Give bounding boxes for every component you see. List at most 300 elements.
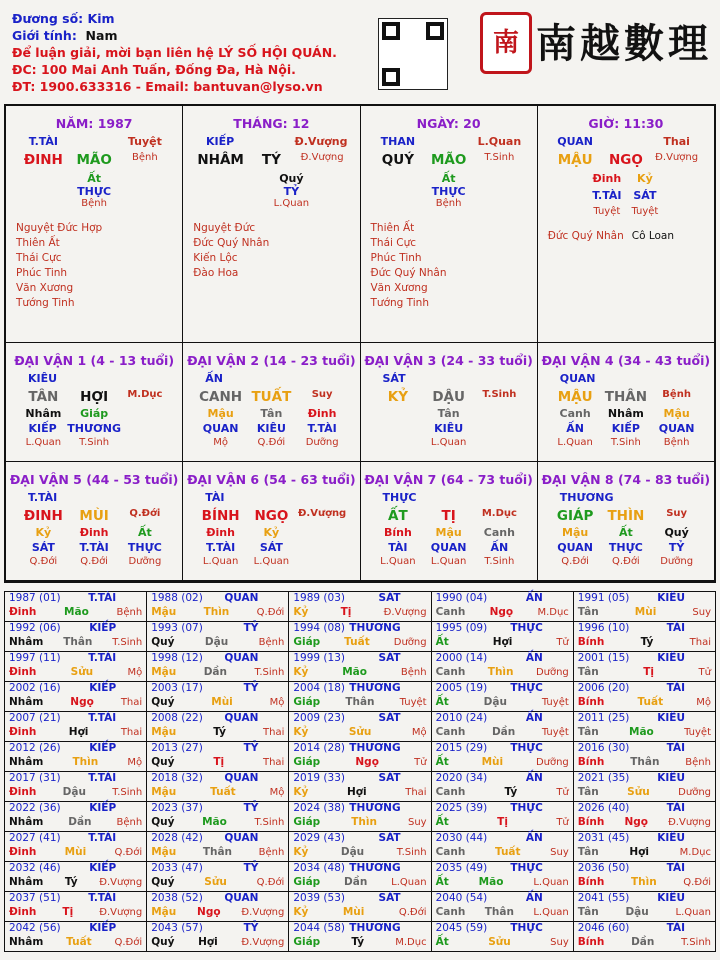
spacer: [121, 422, 170, 435]
year-cell[interactable]: [5, 622, 147, 652]
year-cell-bottom: [293, 635, 426, 650]
year-cell-top: [578, 742, 711, 755]
heavenly-stem: MẬU: [557, 152, 593, 168]
year-label: 2000 (14): [435, 652, 488, 664]
phase: L.Quan: [25, 437, 62, 448]
phase: T.Sinh: [610, 437, 641, 448]
year-label: 2025 (39): [435, 802, 488, 814]
year-cell[interactable]: [431, 922, 573, 952]
hidden-god: ẤN: [566, 422, 584, 435]
year-cell-bottom: [293, 785, 426, 800]
pillar-main: [538, 152, 714, 168]
heavenly-stem: Ất: [435, 756, 449, 768]
year-cell-top: [293, 652, 426, 665]
year-cell[interactable]: [289, 832, 431, 862]
year-cell[interactable]: [289, 922, 431, 952]
year-label: 2002 (16): [9, 682, 61, 694]
year-cell[interactable]: [289, 682, 431, 712]
heavenly-stem: ĐINH: [23, 508, 63, 524]
year-cell[interactable]: [5, 772, 147, 802]
year-cell[interactable]: [5, 922, 147, 952]
year-cell[interactable]: [431, 772, 573, 802]
earthly-branch: Ngọ: [355, 756, 379, 768]
year-cell-bottom: [578, 635, 711, 650]
heavenly-stem: Kỷ: [293, 906, 309, 918]
year-cell[interactable]: [289, 652, 431, 682]
heavenly-stem: Ất: [435, 876, 449, 888]
year-cell-top: [151, 652, 284, 665]
heavenly-stem: Kỷ: [293, 786, 309, 798]
earthly-branch: Thìn: [630, 876, 657, 888]
phase: T.Sinh: [112, 637, 143, 648]
year-label: 2026 (40): [577, 802, 630, 814]
hidden-stem: Kỷ: [35, 526, 52, 539]
heavenly-stem: Tân: [577, 786, 599, 798]
ten-god: THƯƠNG: [349, 622, 401, 634]
earthly-branch: Sửu: [70, 666, 94, 678]
spacer: [373, 422, 424, 435]
hidden-god: T.TÀI: [307, 422, 337, 435]
shen-sha: Thiên Ất: [16, 237, 60, 249]
hidden-gods: [538, 422, 714, 435]
year-cell[interactable]: [147, 922, 289, 952]
year-cell[interactable]: [147, 802, 289, 832]
year-cell-bottom: [293, 605, 426, 620]
phase: Thai: [120, 727, 143, 738]
pillar-3: [538, 106, 714, 343]
year-cell[interactable]: [431, 622, 573, 652]
hidden-stem: Đinh: [79, 526, 109, 539]
year-label: 1999 (13): [293, 652, 345, 664]
year-label: 2004 (18): [293, 682, 345, 694]
hidden-stems: [361, 407, 537, 420]
year-cell[interactable]: [289, 712, 431, 742]
heavenly-stem: Bính: [577, 936, 605, 948]
ten-god: KIẾP: [89, 862, 117, 874]
year-cell[interactable]: [147, 592, 289, 622]
earthly-branch: Tý: [213, 726, 226, 738]
ten-god: TÀI: [205, 491, 225, 504]
year-cell-bottom: [9, 755, 142, 770]
year-label: 2040 (54): [435, 892, 488, 904]
year-cell-top: [293, 742, 426, 755]
year-cell[interactable]: [289, 592, 431, 622]
year-cell-bottom: [436, 695, 569, 710]
ten-god: TÀI: [666, 622, 685, 634]
hidden-stem: Quý: [664, 526, 689, 539]
ten-god: TỶ: [243, 682, 259, 694]
year-cell[interactable]: [573, 682, 715, 712]
hidden-god: KIẾP: [28, 422, 57, 435]
year-cell[interactable]: [5, 742, 147, 772]
year-cell[interactable]: [5, 862, 147, 892]
shen-sha: Văn Xương: [370, 282, 428, 294]
heavenly-stem: Giáp: [293, 936, 321, 948]
phase: Bệnh: [258, 847, 285, 858]
year-cell-bottom: [151, 845, 284, 860]
shen-sha: Đào Hoa: [193, 267, 239, 279]
year-label: 2037 (51): [9, 892, 61, 904]
ten-god: THAN: [380, 135, 416, 148]
earthly-branch: Tý: [64, 876, 78, 888]
phase: T.Sinh: [484, 152, 515, 163]
year-cell-bottom: [436, 905, 569, 920]
spacer: [474, 422, 525, 435]
spacer: [664, 189, 702, 202]
ten-god: THƯƠNG: [349, 922, 401, 934]
year-cell[interactable]: [147, 892, 289, 922]
year-cell[interactable]: [5, 892, 147, 922]
phase: Bệnh: [81, 198, 107, 209]
phase: Thai: [689, 637, 711, 648]
phase: Q.Đới: [683, 877, 711, 888]
ten-god: TỶ: [243, 622, 259, 634]
shen-sha: Cô Loan: [631, 230, 675, 242]
year-cell[interactable]: [5, 832, 147, 862]
earthly-branch: Mão: [202, 816, 227, 828]
ten-god: ẤN: [525, 712, 543, 724]
pillar-top: [361, 135, 537, 148]
heavenly-stem: Quý: [151, 876, 175, 888]
ten-god: QUAN: [559, 372, 596, 385]
hidden-gods: [361, 541, 537, 554]
hidden-god: KIÊU: [256, 422, 286, 435]
phase: L.Quan: [202, 556, 239, 567]
year-cell[interactable]: [147, 862, 289, 892]
earthly-branch: Tuất: [494, 846, 521, 858]
ten-god: THỰC: [510, 682, 543, 694]
hidden-stems: [6, 526, 182, 539]
year-cell-top: [436, 682, 569, 695]
heavenly-stem: Tân: [577, 606, 599, 618]
hidden-stem: Quý: [279, 172, 304, 185]
phase: Tuyệt: [541, 697, 569, 708]
ten-god: TÀI: [666, 862, 685, 874]
year-label: 1990 (04): [435, 592, 488, 604]
shen-sha: Phúc Tinh: [16, 267, 68, 279]
daivan-title: ĐẠI VẬN 1 (4 - 13 tuổi): [14, 353, 175, 368]
ten-god: KIÊU: [28, 372, 58, 385]
earthly-branch: Mão: [629, 726, 654, 738]
daivan-title: ĐẠI VẬN 6 (54 - 63 tuổi): [187, 472, 356, 487]
phase: L.Quan: [675, 907, 711, 918]
phase: Tuyệt: [593, 206, 621, 217]
hidden-stems: [6, 407, 182, 420]
phase: Bệnh: [435, 198, 462, 209]
heavenly-stem: Canh: [435, 786, 466, 798]
year-cell[interactable]: [5, 592, 147, 622]
phase: L.Quan: [430, 556, 467, 567]
daivan-2: [183, 343, 360, 462]
pillar-2: [361, 106, 538, 343]
year-label: 1997 (11): [9, 652, 61, 664]
ten-god: THỰC: [510, 622, 543, 634]
earthly-branch: Tị: [213, 756, 225, 768]
year-cell-bottom: [293, 665, 426, 680]
year-row: [5, 922, 716, 952]
year-cell-top: [436, 922, 569, 935]
daivan-1: [6, 343, 183, 462]
year-row: [5, 622, 716, 652]
earthly-branch: Tị: [340, 606, 352, 618]
year-cell[interactable]: [573, 592, 715, 622]
heavenly-stem: Quý: [151, 636, 175, 648]
spacer: [423, 135, 474, 148]
phase: Dưỡng: [535, 667, 569, 678]
year-cell[interactable]: [289, 772, 431, 802]
ten-god: THƯƠNG: [349, 802, 401, 814]
daivan-title: ĐẠI VẬN 7 (64 - 73 tuổi): [364, 472, 533, 487]
daivan-title: ĐẠI VẬN 4 (34 - 43 tuổi): [541, 353, 711, 368]
shen-sha-list: [183, 221, 359, 281]
year-cell[interactable]: [431, 682, 573, 712]
ten-god: T.TÀI: [88, 712, 117, 724]
year-cell[interactable]: [147, 622, 289, 652]
phase: Tuyệt: [127, 135, 162, 148]
hidden-god: THỰC: [608, 541, 643, 554]
shen-sha: Kiến Lộc: [193, 252, 238, 264]
heavenly-stem: Nhâm: [9, 876, 44, 888]
year-cell[interactable]: [573, 892, 715, 922]
ten-god: ẤN: [525, 892, 543, 904]
year-cell[interactable]: [147, 652, 289, 682]
phase: Đ.Vượng: [99, 877, 143, 888]
year-cell[interactable]: [289, 802, 431, 832]
year-cell[interactable]: [573, 622, 715, 652]
seal-logo: 南: [480, 12, 532, 74]
year-cell-bottom: [578, 845, 711, 860]
phase: L.Quan: [391, 877, 427, 888]
year-label: 2022 (36): [9, 802, 61, 814]
year-cell[interactable]: [289, 622, 431, 652]
earthly-branch: Sửu: [627, 786, 650, 798]
year-cell-bottom: [293, 935, 426, 950]
pillar-1: [183, 106, 360, 343]
year-cell-top: [578, 682, 711, 695]
earthly-branch: Ngọ: [624, 816, 648, 828]
phase: Bệnh: [258, 637, 285, 648]
year-cell[interactable]: [573, 772, 715, 802]
phase: M.Dục: [127, 389, 163, 400]
year-cell-bottom: [151, 695, 284, 710]
year-cell[interactable]: [573, 922, 715, 952]
shen-sha: Văn Xương: [16, 282, 74, 294]
daivan-7: [361, 462, 538, 581]
year-cell[interactable]: [573, 802, 715, 832]
ten-god: ẤN: [205, 372, 223, 385]
year-cell[interactable]: [431, 862, 573, 892]
year-cell[interactable]: [289, 862, 431, 892]
earthly-branch: Thìn: [351, 816, 377, 828]
heavenly-stem: Bính: [577, 696, 605, 708]
year-label: 2036 (50): [577, 862, 630, 874]
hidden-phases: [361, 437, 537, 448]
year-cell[interactable]: [147, 772, 289, 802]
hidden-stem: Kỷ: [637, 172, 653, 185]
spacer: [120, 437, 171, 448]
ten-god: THỰC: [510, 862, 543, 874]
year-label: 2006 (20): [577, 682, 630, 694]
phase: M.Dục: [537, 607, 569, 618]
heavenly-stem: Kỷ: [293, 606, 309, 618]
year-cell[interactable]: [431, 592, 573, 622]
phase: Mộ: [127, 667, 143, 678]
hidden-phases: [6, 556, 182, 567]
year-cell-bottom: [151, 605, 284, 620]
earthly-branch: Ngọ: [197, 906, 221, 918]
daivan-5: [6, 462, 183, 581]
year-cell-bottom: [151, 785, 284, 800]
phase: Q.Đới: [398, 907, 427, 918]
phase: L.Quan: [533, 907, 569, 918]
year-cell[interactable]: [573, 832, 715, 862]
hidden-phases: [6, 437, 182, 448]
heavenly-stem: Tân: [577, 906, 599, 918]
year-cell-top: [293, 622, 426, 635]
year-cell-top: [9, 592, 142, 605]
ten-god: SÁT: [378, 892, 401, 904]
hidden-phases: [183, 437, 359, 448]
year-cell[interactable]: [431, 802, 573, 832]
phase: L.Quan: [380, 556, 416, 567]
pillar-top: [183, 135, 359, 148]
ten-god: KIÊU: [657, 832, 685, 844]
phone-line: ĐT: 1900.633316 - Email: bantuvan@lyso.vn: [12, 79, 323, 94]
ten-god: KIÊU: [657, 892, 685, 904]
ten-god: QUAN: [224, 712, 259, 724]
phase: T.Sinh: [681, 937, 711, 948]
heavenly-stem: Giáp: [293, 876, 321, 888]
phase: Dưỡng: [660, 556, 694, 567]
earthly-branch: Dậu: [340, 846, 365, 858]
year-cell-top: [151, 922, 284, 935]
year-cell[interactable]: [573, 652, 715, 682]
year-label: 2028 (42): [151, 832, 203, 844]
year-label: 2001 (15): [577, 652, 630, 664]
year-cell-top: [151, 832, 284, 845]
year-cell-top: [151, 592, 284, 605]
year-cell[interactable]: [431, 712, 573, 742]
year-label: 1987 (01): [9, 592, 61, 604]
year-cell-top: [151, 892, 284, 905]
hidden-stems: [538, 526, 714, 539]
year-label: 2010 (24): [435, 712, 488, 724]
year-cell[interactable]: [431, 742, 573, 772]
year-cell-bottom: [9, 935, 142, 950]
daivan-title: ĐẠI VẬN 3 (24 - 33 tuổi): [364, 353, 533, 368]
hidden-stem: Mậu: [435, 526, 462, 539]
ten-god: THƯƠNG: [349, 682, 401, 694]
year-cell[interactable]: [5, 712, 147, 742]
year-cell[interactable]: [5, 652, 147, 682]
spacer: [550, 172, 588, 185]
shen-sha: Phúc Tinh: [370, 252, 422, 264]
year-cell-top: [436, 592, 569, 605]
earthly-branch: Tuất: [344, 636, 370, 648]
heavenly-stem: Mậu: [151, 606, 177, 618]
pillar-row: [6, 106, 714, 343]
year-cell[interactable]: [147, 742, 289, 772]
year-cell[interactable]: [5, 802, 147, 832]
ten-god: KIẾP: [205, 135, 235, 148]
year-label: 2019 (33): [293, 772, 345, 784]
heavenly-stem: Đinh: [9, 786, 37, 798]
earthly-branch: Thân: [63, 636, 93, 648]
pillar-main: [183, 152, 359, 168]
year-cell[interactable]: [289, 892, 431, 922]
year-cell[interactable]: [431, 652, 573, 682]
year-cell[interactable]: [147, 712, 289, 742]
year-table: [4, 591, 716, 952]
year-cell-top: [9, 772, 142, 785]
year-cell[interactable]: [289, 742, 431, 772]
contact-line: Để luận giải, mời bạn liên hệ LÝ SỐ HỘI QUÁN.: [12, 45, 337, 60]
heavenly-stem: Giáp: [293, 756, 321, 768]
heavenly-stem: QUÝ: [381, 152, 414, 168]
year-cell-top: [151, 772, 284, 785]
heavenly-stem: Mậu: [151, 726, 177, 738]
year-label: 2031 (45): [577, 832, 630, 844]
ten-god: T.TÀI: [88, 772, 117, 784]
phase: Đ.Vượng: [383, 607, 427, 618]
phase: Tuyệt: [631, 206, 659, 217]
year-cell-top: [436, 772, 569, 785]
year-cell[interactable]: [5, 682, 147, 712]
qr-code-icon[interactable]: [378, 18, 448, 90]
spacer: [373, 437, 424, 448]
year-cell[interactable]: [147, 682, 289, 712]
phase: Suy: [550, 847, 569, 858]
heavenly-stem: Canh: [435, 606, 466, 618]
year-cell[interactable]: [573, 712, 715, 742]
daivan-4: [538, 343, 714, 462]
year-cell-bottom: [293, 755, 426, 770]
hidden-god: TÀI: [388, 541, 408, 554]
earthly-branch: Dần: [631, 936, 655, 948]
earthly-branch: Hợi: [68, 726, 89, 738]
heavenly-stem: Giáp: [293, 636, 321, 648]
hidden-god: QUAN: [430, 541, 467, 554]
earthly-branch: Tuất: [66, 936, 92, 948]
year-cell-top: [578, 862, 711, 875]
earthly-branch: Thân: [484, 906, 514, 918]
year-cell[interactable]: [573, 862, 715, 892]
earthly-branch: HỢI: [80, 389, 109, 405]
shen-sha: Nguyệt Đức: [193, 222, 256, 234]
year-label: 2027 (41): [9, 832, 61, 844]
phase: Tuyệt: [684, 727, 711, 738]
year-label: 2033 (47): [151, 862, 203, 874]
phase: L.Quan: [430, 437, 467, 448]
year-cell[interactable]: [431, 832, 573, 862]
year-cell[interactable]: [431, 892, 573, 922]
pillar-title: NGÀY: 20: [416, 116, 481, 131]
hidden-stem: Ất: [618, 526, 633, 539]
year-cell-bottom: [578, 725, 711, 740]
year-cell[interactable]: [573, 742, 715, 772]
earthly-branch: Thìn: [72, 756, 99, 768]
year-row: [5, 652, 716, 682]
year-cell-top: [436, 802, 569, 815]
year-cell[interactable]: [147, 832, 289, 862]
earthly-branch: MÙI: [79, 508, 109, 524]
shen-sha: Tướng Tinh: [16, 297, 75, 309]
ten-god: KIẾP: [89, 922, 117, 934]
earthly-branch: NGỌ: [608, 152, 643, 168]
phase: Q.Đới: [256, 877, 285, 888]
ten-god: QUAN: [224, 892, 259, 904]
phase: Đ.Vượng: [241, 907, 285, 918]
